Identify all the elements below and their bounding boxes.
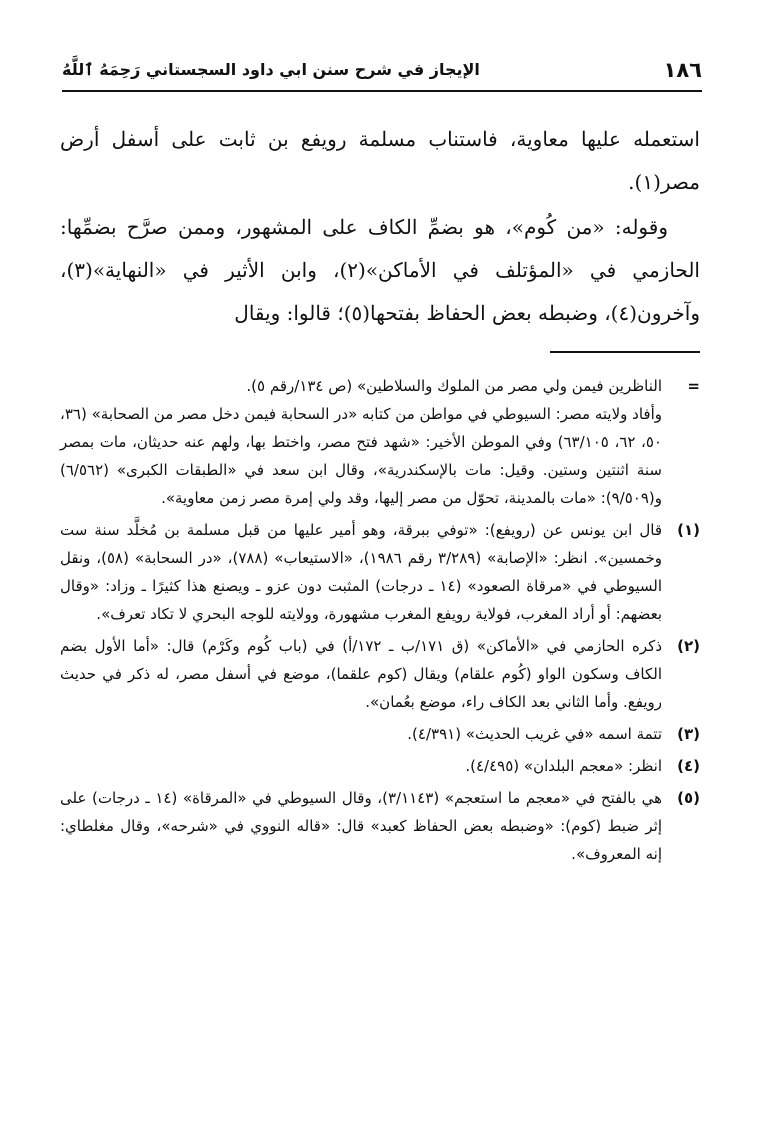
main-text bbox=[60, 118, 700, 335]
header-rule bbox=[62, 90, 702, 92]
page-header bbox=[62, 58, 702, 92]
footnote-text: ذكره الحازمي في «الأماكن» (ق ١٧١/ب ـ ١٧٢/أ) في (باب كُوم وكَرْم) قال: «أما الأول بضم الكاف وسكون الواو (كُوم علقام) ويقال (كوم علقما)، موضع في أسفل مصر، له ذكر في حديث رويفع. وأما الثاني بعد الكاف راء، موضع بعُمان». bbox=[60, 637, 663, 711]
continuation-line-2: وأفاد ولايته مصر: السيوطي في مواطن من كتابه «در السحابة فيمن دخل مصر من الصحابة» (٣٦، ٥٠، ٦٢، ٦٣/١٠٥) وفي الموطن الأخير: «شهد فتح مصر، واختط بها، ولهم عنه حديثان، مات بمصر سنة اثنتين وستين. وقيل: مات بالإسكندرية»، وقال ابن سعد في «الطبقات الكبرى» (٦/٥٦٢) و(٩/٥٠٩): «مات بالمدينة، تحوّل من مصر إليها، وقد ولي إمرة مصر زمن معاوية». bbox=[60, 405, 663, 507]
footnote-2 bbox=[60, 632, 700, 716]
footnote-number: (٤) bbox=[677, 757, 700, 775]
running-title: الإيجاز في شرح سنن ابي داود السجستاني رَحِمَهُ ٱللَّهُ bbox=[62, 60, 480, 79]
footnote-number: (٥) bbox=[677, 789, 700, 807]
footnote-text: هي بالفتح في «معجم ما استعجم» (٣/١١٤٣)، وقال السيوطي في «المرقاة» (١٤ ـ درجات) على إثر ضبط (كوم): «وضبطه بعض الحفاظ كعبد» قال: «قاله النووي في «شرحه»، وقال مغلطاي: إنه المعروف». bbox=[60, 789, 663, 863]
footnote-number: (١) bbox=[677, 521, 700, 539]
footnotes bbox=[60, 372, 700, 868]
continuation-marker: = bbox=[687, 377, 700, 395]
footnote-number: (٢) bbox=[677, 637, 700, 655]
footnote-continuation bbox=[60, 372, 700, 512]
footnote-5 bbox=[60, 784, 700, 868]
body-paragraph-2: وقوله: «من كُوم»، هو بضمِّ الكاف على المشهور، وممن صرَّح بضمِّها: الحازمي في «المؤتلف في الأماكن»(٢)، وابن الأثير في «النهاية»(٣)، وآخرون(٤)، وضبطه بعض الحفاظ بفتحها(٥)؛ قالوا: ويقال bbox=[60, 215, 700, 325]
page-number: ١٨٦ bbox=[663, 58, 702, 82]
footnote-text: انظر: «معجم البلدان» (٤/٤٩٥). bbox=[465, 757, 662, 775]
footnote-text: تتمة اسمه «في غريب الحديث» (٤/٣٩١). bbox=[407, 725, 662, 743]
footnote-separator bbox=[550, 351, 700, 353]
body-paragraph-1: استعمله عليها معاوية، فاستناب مسلمة رويفع بن ثابت على أسفل أرض مصر(١). bbox=[60, 127, 700, 194]
footnote-3 bbox=[60, 720, 700, 748]
footnote-1 bbox=[60, 516, 700, 628]
continuation-line-1: الناظرين فيمن ولي مصر من الملوك والسلاطين» (ص ١٣٤/رقم ٥). bbox=[246, 377, 662, 395]
footnote-text: قال ابن يونس عن (رويفع): «توفي ببرقة، وهو أمير عليها من قبل مسلمة بن مُخلَّد سنة ست وخمسين». انظر: «الإصابة» (٣/٢٨٩ رقم ١٩٨٦)، «الاستيعاب» (٧٨٨)، «در السحابة» (٥٨)، ونقل السيوطي في «مرقاة الصعود» (١٤ ـ درجات) المثبت دون عزو ـ ويصنع هذا كثيرًا ـ وزاد: «وقال بعضهم: أو أراد المغرب، فولاية رويفع المغرب مشهورة، وولايته للوجه البحري لا تكاد تعرف». bbox=[60, 521, 662, 623]
footnote-4 bbox=[60, 752, 700, 780]
footnote-number: (٣) bbox=[677, 725, 700, 743]
